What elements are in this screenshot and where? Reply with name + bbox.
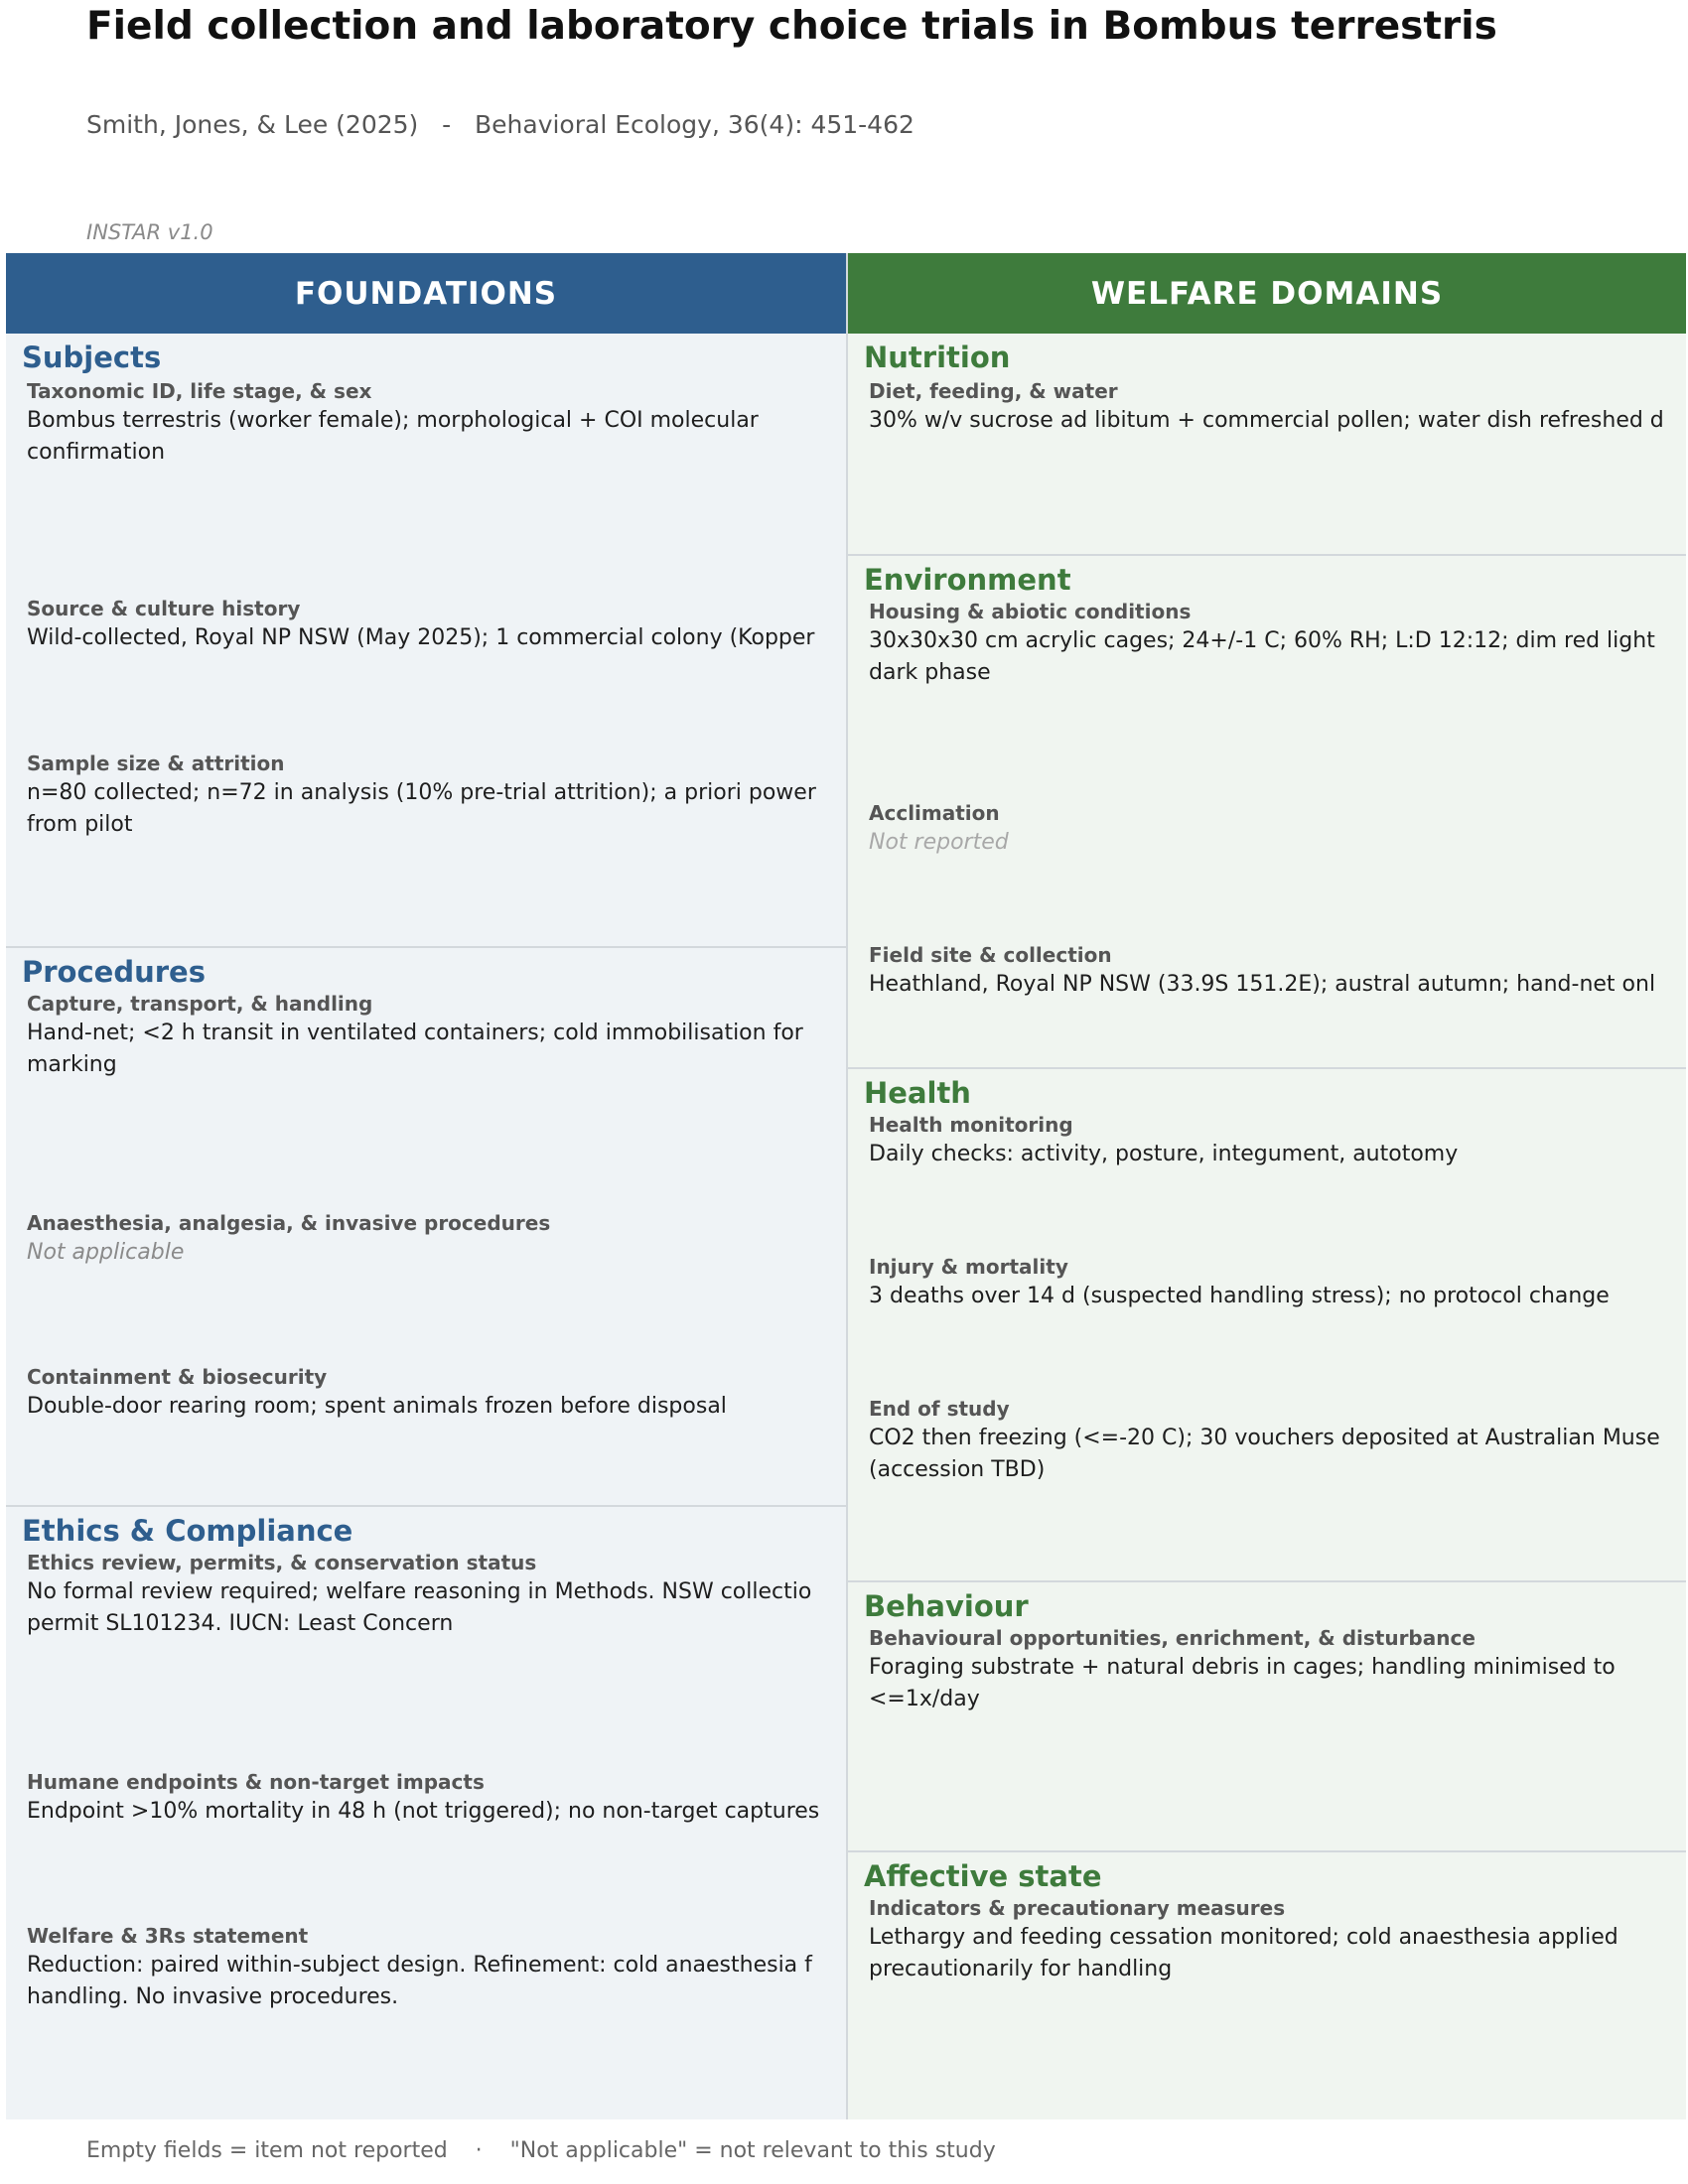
instar-table	[6, 253, 1686, 2119]
item-value	[27, 405, 846, 469]
item-label: Taxonomic ID, life stage, & sex	[27, 379, 372, 403]
section-title-nutrition: Nutrition	[864, 341, 1011, 374]
footer-legend: Empty fields = item not reported · "Not applicable" = not relevant to this study	[86, 2138, 996, 2163]
item-label: End of study	[869, 1397, 1010, 1421]
item-containment	[27, 1363, 846, 1423]
value-line: <=1x/day	[869, 1687, 980, 1711]
item-value	[869, 1922, 1686, 1985]
item-value	[869, 405, 1686, 437]
item-label: Indicators & precautionary measures	[869, 1896, 1286, 1920]
item-label: Acclimation	[869, 801, 1000, 825]
item-value	[27, 1576, 846, 1640]
value-line: 30x30x30 cm acrylic cages; 24+/-1 C; 60% RH; L:D 12:12; dim red light	[869, 628, 1655, 653]
item-value	[27, 1237, 846, 1269]
welfare-header: WELFARE DOMAINS	[848, 253, 1686, 334]
item-label: Health monitoring	[869, 1113, 1073, 1137]
item-value	[869, 1423, 1686, 1486]
subjects-section	[6, 334, 846, 946]
nutrition-section	[848, 334, 1686, 554]
item-housing	[869, 598, 1686, 689]
value-line: marking	[27, 1052, 117, 1077]
document-title: Field collection and laboratory choice trials in Bombus terrestris	[86, 4, 1497, 49]
item-value	[27, 1950, 846, 2013]
value-line: Wild-collected, Royal NP NSW (May 2025); 1 commercial colony (Kopper	[27, 625, 815, 650]
section-title-behaviour: Behaviour	[864, 1589, 1029, 1623]
item-label: Housing & abiotic conditions	[869, 600, 1192, 623]
item-label: Field site & collection	[869, 943, 1112, 967]
item-label: Source & culture history	[27, 597, 301, 620]
item-sample-size	[27, 750, 846, 841]
version-label: INSTAR v1.0	[86, 220, 213, 244]
value-line: Double-door rearing room; spent animals frozen before disposal	[27, 1394, 727, 1419]
item-field-site	[869, 941, 1686, 1001]
value-line: permit SL101234. IUCN: Least Concern	[27, 1611, 454, 1636]
value-line: 30% w/v sucrose ad libitum + commercial pollen; water dish refreshed d	[869, 408, 1664, 433]
value-line: (accession TBD)	[869, 1457, 1046, 1482]
item-value	[27, 1391, 846, 1423]
item-label: Containment & biosecurity	[27, 1365, 328, 1389]
value-line: Not reported	[869, 830, 1009, 855]
section-title-procedures: Procedures	[22, 955, 206, 989]
item-acclimation	[869, 799, 1686, 859]
item-label: Sample size & attrition	[27, 751, 285, 775]
value-line: Not applicable	[27, 1240, 185, 1265]
item-ethics-review	[27, 1549, 846, 1640]
value-line: Lethargy and feeding cessation monitored; cold anaesthesia applied	[869, 1925, 1618, 1950]
environment-section	[848, 554, 1686, 1067]
item-welfare-3rs	[27, 1922, 846, 2013]
item-label: Humane endpoints & non-target impacts	[27, 1770, 485, 1794]
item-value	[27, 1018, 846, 1081]
ethics-section	[6, 1505, 846, 2119]
value-line: Foraging substrate + natural debris in cages; handling minimised to	[869, 1655, 1616, 1680]
value-line: 3 deaths over 14 d (suspected handling stress); no protocol change	[869, 1284, 1610, 1308]
value-line: Endpoint >10% mortality in 48 h (not triggered); no non-target captures	[27, 1799, 820, 1824]
citation: Smith, Jones, & Lee (2025) - Behavioral Ecology, 36(4): 451-462	[86, 110, 914, 139]
item-value	[869, 1281, 1686, 1312]
item-value	[869, 1652, 1686, 1715]
section-title-affective-state: Affective state	[864, 1859, 1102, 1893]
item-label: Capture, transport, & handling	[27, 992, 373, 1016]
item-value	[869, 625, 1686, 689]
item-label: Behavioural opportunities, enrichment, & disturbance	[869, 1626, 1476, 1650]
value-line: n=80 collected; n=72 in analysis (10% pre-trial attrition); a priori power	[27, 780, 816, 805]
health-section	[848, 1067, 1686, 1580]
item-value	[27, 622, 846, 654]
item-indicators	[869, 1894, 1686, 1985]
foundations-column	[6, 253, 846, 2119]
item-diet	[869, 377, 1686, 437]
procedures-section	[6, 946, 846, 1505]
item-capture	[27, 990, 846, 1081]
item-anaesthesia	[27, 1209, 846, 1269]
value-line: confirmation	[27, 440, 166, 465]
value-line: Reduction: paired within-subject design. Refinement: cold anaesthesia f	[27, 1953, 812, 1978]
item-injury-mortality	[869, 1253, 1686, 1312]
item-value	[869, 969, 1686, 1001]
section-title-health: Health	[864, 1076, 971, 1110]
item-label: Welfare & 3Rs statement	[27, 1924, 309, 1948]
item-label: Ethics review, permits, & conservation status	[27, 1551, 537, 1574]
behaviour-section	[848, 1580, 1686, 1850]
item-end-of-study	[869, 1395, 1686, 1486]
item-taxonomic	[27, 377, 846, 469]
item-value	[27, 1796, 846, 1828]
item-humane-endpoints	[27, 1768, 846, 1828]
item-value	[869, 827, 1686, 859]
item-label: Diet, feeding, & water	[869, 379, 1118, 403]
item-value	[869, 1139, 1686, 1170]
welfare-column	[846, 253, 1686, 2119]
item-health-monitoring	[869, 1111, 1686, 1170]
affective-state-section	[848, 1850, 1686, 2119]
value-line: precautionarily for handling	[869, 1957, 1173, 1981]
value-line: from pilot	[27, 812, 133, 837]
value-line: Bombus terrestris (worker female); morphological + COI molecular	[27, 408, 759, 433]
item-source	[27, 595, 846, 654]
value-line: Hand-net; <2 h transit in ventilated containers; cold immobilisation for	[27, 1021, 803, 1045]
value-line: CO2 then freezing (<=-20 C); 30 vouchers deposited at Australian Muse	[869, 1426, 1660, 1450]
section-title-ethics: Ethics & Compliance	[22, 1514, 353, 1548]
item-behavioural-opportunities	[869, 1624, 1686, 1715]
value-line: Heathland, Royal NP NSW (33.9S 151.2E); austral autumn; hand-net onl	[869, 972, 1656, 997]
value-line: dark phase	[869, 660, 991, 685]
value-line: Daily checks: activity, posture, integument, autotomy	[869, 1142, 1459, 1166]
item-label: Anaesthesia, analgesia, & invasive procedures	[27, 1211, 551, 1235]
item-label: Injury & mortality	[869, 1255, 1068, 1279]
item-value	[27, 777, 846, 841]
foundations-header: FOUNDATIONS	[6, 253, 846, 334]
section-title-subjects: Subjects	[22, 341, 162, 374]
section-title-environment: Environment	[864, 563, 1071, 597]
value-line: No formal review required; welfare reasoning in Methods. NSW collectio	[27, 1579, 812, 1604]
value-line: handling. No invasive procedures.	[27, 1984, 399, 2009]
